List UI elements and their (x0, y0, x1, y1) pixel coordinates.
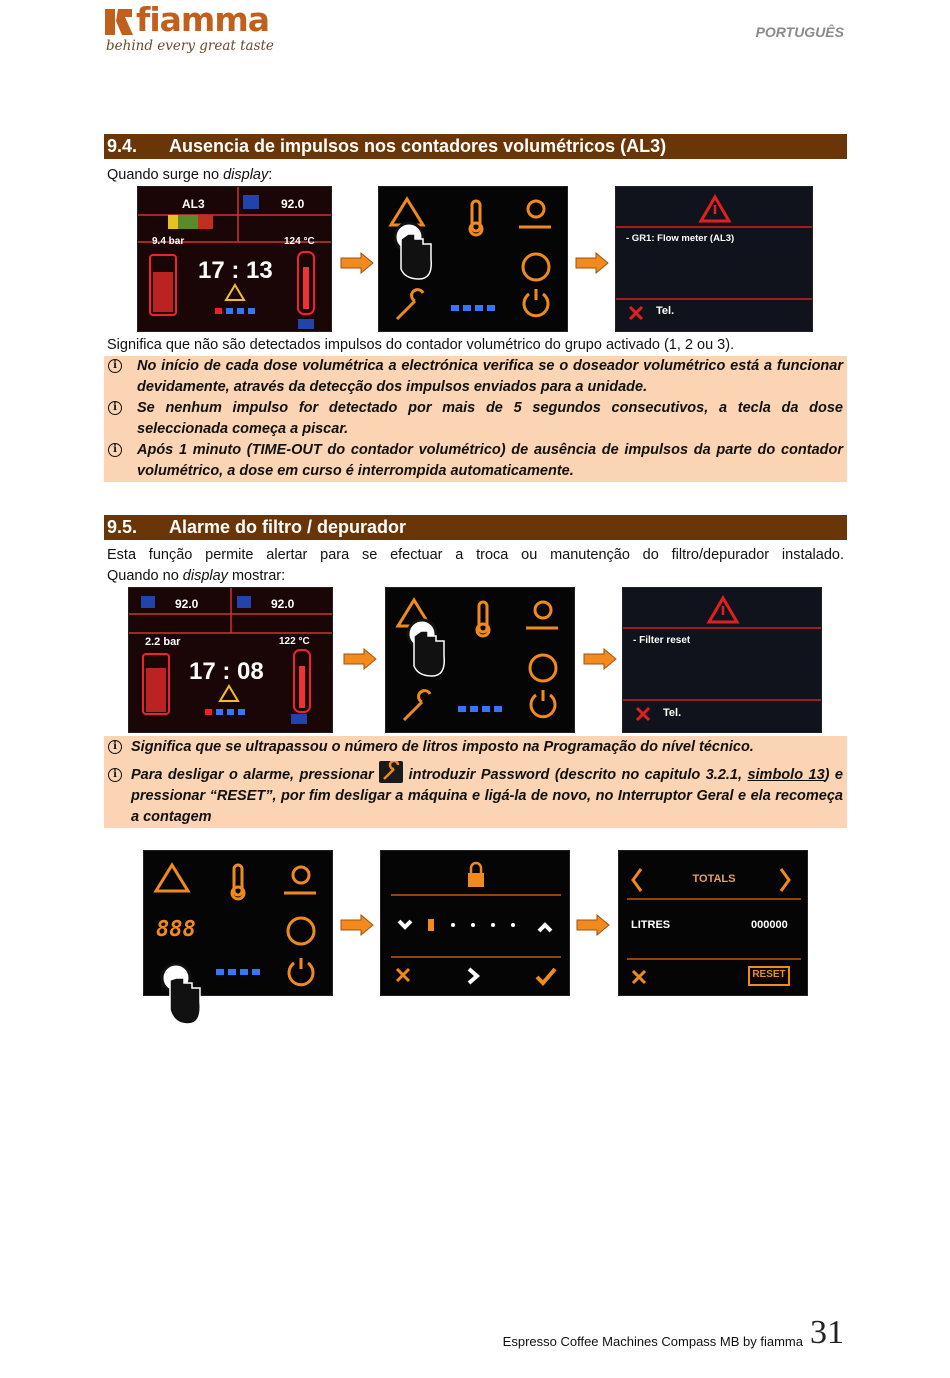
arrow-right-icon (576, 914, 610, 936)
left-value: 92.0 (281, 197, 305, 211)
note-item (104, 440, 847, 482)
intro-italic: display (223, 167, 269, 183)
digits-readout: 888 (156, 917, 196, 942)
info-icon: i (108, 443, 122, 457)
display-screen-menu (385, 587, 575, 733)
intro-line: Esta função permite alertar para se efectuar a troca ou manutenção do filtro/depurador instalado. (107, 547, 844, 563)
left-value: 92.0 (175, 597, 199, 611)
section-heading-9-5 (104, 515, 847, 540)
filter-message: - Filter reset (633, 635, 691, 646)
intro-prefix: Quando surge no (107, 167, 224, 183)
display-screen-password (380, 850, 570, 996)
pressure-readout: 9.4 bar (152, 236, 185, 247)
intro-suffix: : (268, 167, 273, 183)
note-text: Significa que se ultrapassou o número de litros imposto na Programação do nível técnico. (131, 739, 754, 755)
section-title: Alarme do filtro / depurador (169, 517, 407, 537)
note-item (104, 765, 847, 828)
note-text-a: Para desligar o alarme, pressionar (131, 767, 380, 783)
info-icon: i (108, 768, 122, 782)
hand-pointer-icon (160, 962, 204, 1030)
right-value: 92.0 (271, 597, 295, 611)
password-screen-graphic (381, 851, 570, 996)
alarm-message: - GR1: Flow meter (AL3) (626, 233, 735, 244)
note-item (104, 356, 847, 398)
note-text: Após 1 minuto (TIME-OUT do contador volumétrico) de ausência de impulsos da parte do contador volumétrico, a dose em curso é interrompida automaticamente. (137, 442, 843, 479)
section-number: 9.5. (107, 517, 138, 537)
section-heading-9-4 (104, 134, 847, 159)
intro2-text (107, 566, 285, 587)
clock-minutes: 08 (237, 658, 264, 685)
display-screen-menu (378, 186, 568, 332)
menu-icons-graphic (379, 187, 568, 332)
info-icon: i (108, 359, 122, 373)
display-screen-alarm-message (615, 186, 813, 332)
note-text: Se nenhum impulso for detectado por mais de 5 segundos consecutivos, a tecla da dose seleccionada começa a piscar. (137, 400, 843, 437)
clock-hours: 17 (198, 257, 225, 284)
section-number: 9.4. (107, 136, 138, 156)
tel-label: Tel. (656, 305, 675, 317)
footer-text: Espresso Coffee Machines Compass MB by fiamma (502, 1334, 803, 1349)
intro2-suffix: mostrar: (227, 568, 286, 584)
info-icon: i (108, 740, 122, 754)
note-item (104, 737, 847, 758)
fiamma-logo (104, 0, 274, 60)
clock-minutes: 13 (246, 257, 273, 284)
intro2-prefix: Quando no (107, 568, 183, 584)
tel-label: Tel. (663, 707, 682, 719)
wrench-key-icon (379, 761, 403, 783)
litres-label: LITRES (631, 919, 671, 931)
notes-box-9-5 (104, 736, 847, 828)
clock-hours: 17 (189, 658, 216, 685)
logo-tagline: behind every great taste (106, 38, 274, 54)
filter-message-graphic (623, 588, 822, 733)
alarm-message-graphic (616, 187, 813, 332)
arrow-right-icon (340, 914, 374, 936)
arrow-right-icon (575, 252, 609, 274)
fiamma-logo-icon (104, 6, 134, 36)
page-number: 31 (810, 1314, 844, 1351)
display-screen-totals (618, 850, 808, 996)
symbol-13-link[interactable]: simbolo 13 (747, 767, 825, 783)
display-screen-main-filter (128, 587, 333, 733)
note-text-b: introduzir Password (descrito no capitulo 3.2.1, (403, 767, 748, 783)
display-screen-filter-message (622, 587, 822, 733)
intro2-italic: display (182, 568, 228, 584)
note-text-c: ) e pressionar “RESET”, por fim desligar a máquina e ligá-la de novo, no Interruptor Geral e ela recomeça a contagem (131, 767, 843, 825)
note-item (104, 398, 847, 440)
notes-box-9-4 (104, 356, 847, 482)
language-label: PORTUGUÊS (755, 24, 844, 40)
info-icon: i (108, 401, 122, 415)
meaning-text: Significa que não são detectados impulsos do contador volumétrico do grupo activado (1, 2 ou 3). (107, 337, 735, 353)
arrow-right-icon (583, 648, 617, 670)
intro-text (107, 165, 272, 186)
totals-title: TOTALS (692, 873, 736, 885)
pressure-readout: 2.2 bar (145, 636, 181, 648)
menu-icons-graphic (386, 588, 575, 733)
clock-readout: 17 : 13 (198, 257, 273, 284)
temperature-readout: 122 °C (279, 636, 310, 647)
reset-button[interactable]: RESET (752, 969, 786, 980)
arrow-right-icon (343, 648, 377, 670)
arrow-right-icon (340, 252, 374, 274)
alarm-code: AL3 (182, 197, 205, 211)
display-screen-main-al3 (137, 186, 332, 332)
clock-readout: 17 : 08 (189, 658, 264, 685)
temperature-readout: 124 °C (284, 236, 315, 247)
litres-value: 000000 (751, 919, 788, 931)
section-title: Ausencia de impulsos nos contadores volumétricos (AL3) (169, 136, 667, 156)
note-text: No início de cada dose volumétrica a electrónica verifica se o doseador volumétrico está a funcionar devidamente, através da detecção dos impulsos enviados para a unidade. (137, 358, 843, 395)
logo-word: fiamma (136, 0, 269, 39)
